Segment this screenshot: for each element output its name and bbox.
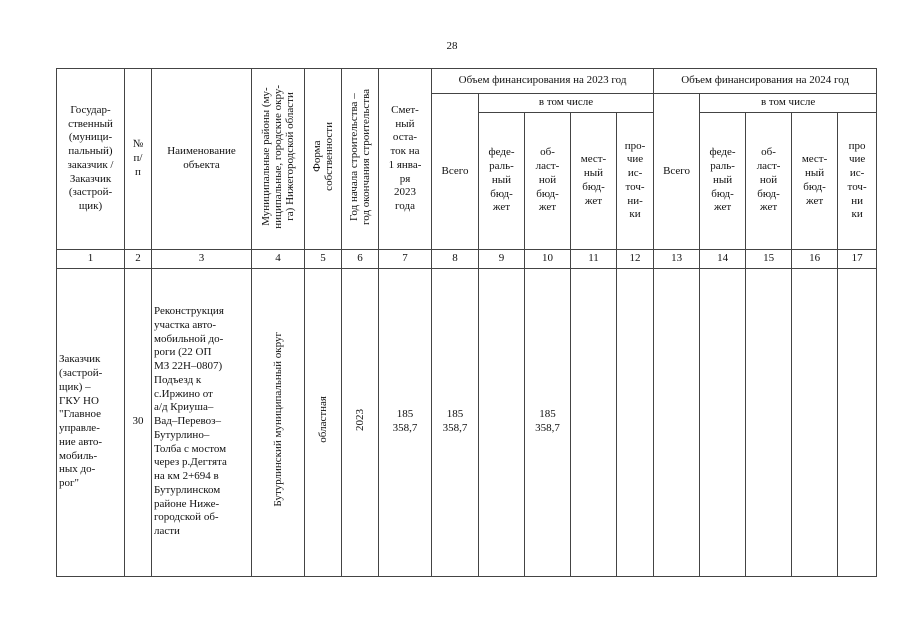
row-years — [342, 268, 379, 576]
col-num: 12 — [617, 249, 654, 268]
col-num: 9 — [479, 249, 525, 268]
col-num: 1 — [57, 249, 125, 268]
row-object-name: Реконструкция участка авто- мобильной до- роги (22 ОП МЗ 22Н–0807) Подъезд к с.Иржино от а/д Криуша– Вад–Перевоз– Бутурлино– Толба с мостом через р.Дегтята на км 2+694 в Бутурлинском районе Ниже- городской об- ласти — [152, 268, 252, 576]
header-customer: Государ- ственный (муници- пальный) заказчик / Заказчик (застрой- щик) — [57, 69, 125, 250]
header-regional-2024: об- ласт- ной бюд- жет — [746, 112, 792, 249]
col-num: 17 — [838, 249, 877, 268]
row-other-2024 — [838, 268, 877, 576]
row-total-2024 — [654, 268, 700, 576]
col-num: 2 — [125, 249, 152, 268]
header-federal-2024: феде- раль- ный бюд- жет — [700, 112, 746, 249]
row-other-2023 — [617, 268, 654, 576]
row-federal-2024 — [700, 268, 746, 576]
row-local-2023 — [571, 268, 617, 576]
col-num: 13 — [654, 249, 700, 268]
col-num: 14 — [700, 249, 746, 268]
header-including-2024: в том числе — [700, 94, 877, 113]
header-ownership-text: Форма собственности — [310, 122, 335, 191]
header-fin-2024: Объем финансирования на 2024 год — [654, 69, 877, 94]
col-num: 7 — [379, 249, 432, 268]
row-local-2024 — [792, 268, 838, 576]
header-total-2024: Всего — [654, 94, 700, 250]
header-other-2024: про чие ис- точ- ни ки — [838, 112, 877, 249]
col-num: 15 — [746, 249, 792, 268]
header-other-2023: про- чие ис- точ- ни- ки — [617, 112, 654, 249]
row-years-text: 2023 — [353, 408, 366, 431]
row-customer: Заказчик (застрой- щик) – ГКУ НО "Главное управле- ние авто- мобиль- ных до- рог" — [57, 268, 125, 576]
header-districts-text: Муниципальные районы (му- ниципальные, городские окру- га) Нижегородской области — [259, 84, 297, 229]
col-num: 3 — [152, 249, 252, 268]
col-num: 11 — [571, 249, 617, 268]
col-num: 8 — [432, 249, 479, 268]
col-num: 6 — [342, 249, 379, 268]
header-years-text: Год начала строительства – год окончания строительства — [347, 88, 372, 225]
header-row-1 — [57, 69, 877, 94]
col-num: 5 — [305, 249, 342, 268]
page-number: 28 — [446, 40, 458, 52]
header-total-2023: Всего — [432, 94, 479, 250]
financing-table — [56, 68, 877, 577]
col-num: 10 — [525, 249, 571, 268]
column-numbers-row — [57, 249, 877, 268]
header-ownership — [305, 69, 342, 250]
row-regional-2023: 185 358,7 — [525, 268, 571, 576]
row-district — [252, 268, 305, 576]
row-total-2023: 185 358,7 — [432, 268, 479, 576]
header-number: № п/ п — [125, 69, 152, 250]
header-federal-2023: феде- раль- ный бюд- жет — [479, 112, 525, 249]
header-local-2023: мест- ный бюд- жет — [571, 112, 617, 249]
header-years — [342, 69, 379, 250]
row-ownership — [305, 268, 342, 576]
table-row — [57, 268, 877, 576]
header-including-2023: в том числе — [479, 94, 654, 113]
header-fin-2023: Объем финансирования на 2023 год — [432, 69, 654, 94]
header-districts — [252, 69, 305, 250]
header-object-name: Наименование объекта — [152, 69, 252, 250]
header-estimate: Смет- ный оста- ток на 1 янва- ря 2023 года — [379, 69, 432, 250]
header-local-2024: мест- ный бюд- жет — [792, 112, 838, 249]
row-federal-2023 — [479, 268, 525, 576]
row-number: 30 — [125, 268, 152, 576]
header-regional-2023: об- ласт- ной бюд- жет — [525, 112, 571, 249]
row-district-text: Бутурлинский муниципальный округ — [271, 332, 284, 507]
row-ownership-text: областная — [316, 396, 329, 443]
row-estimate: 185 358,7 — [379, 268, 432, 576]
col-num: 16 — [792, 249, 838, 268]
col-num: 4 — [252, 249, 305, 268]
row-regional-2024 — [746, 268, 792, 576]
